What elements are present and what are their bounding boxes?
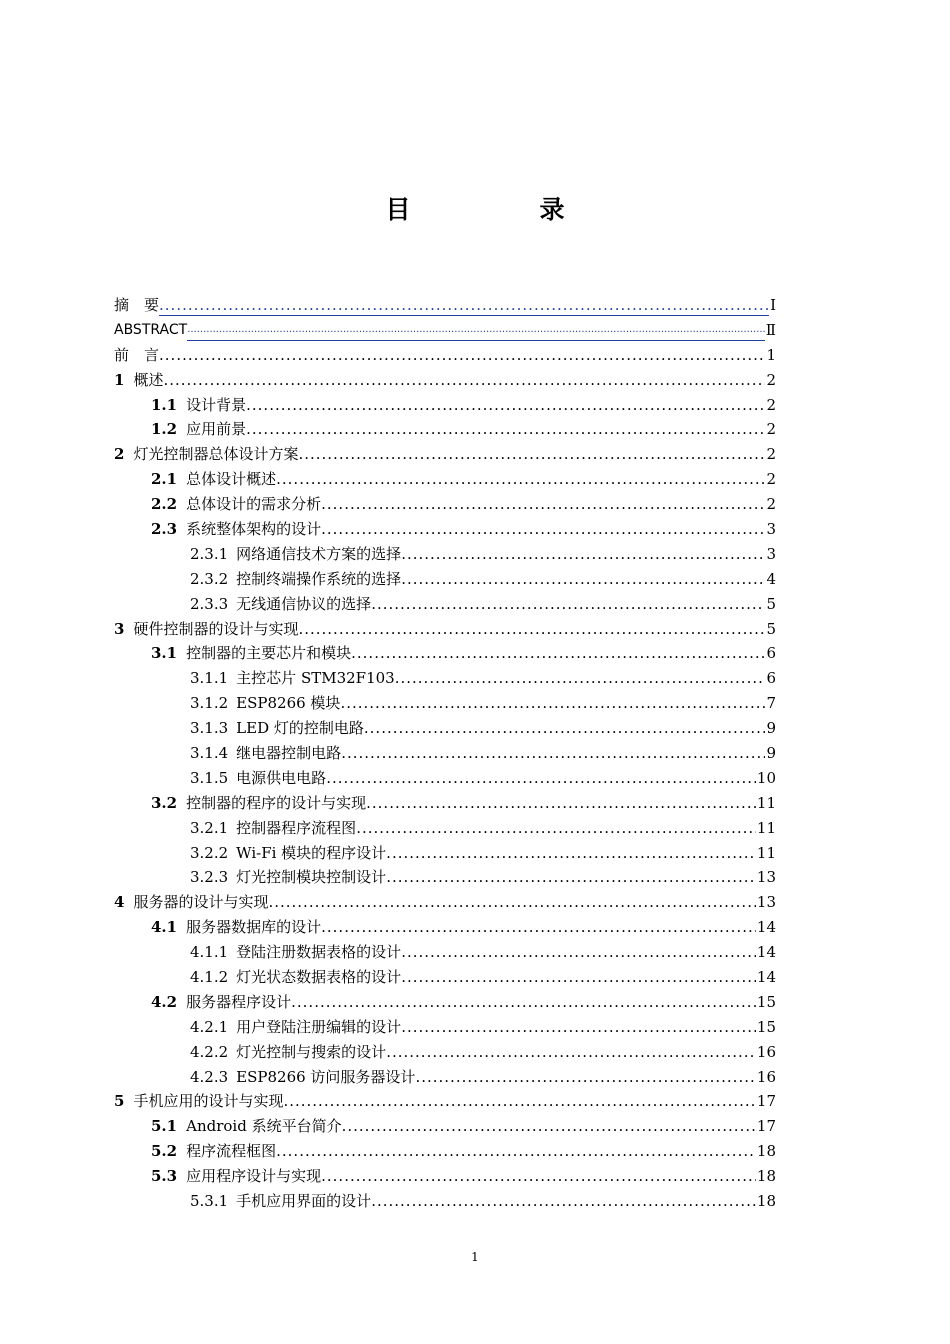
toc-entry-label: 继电器控制电路 — [236, 744, 342, 763]
dot-leader — [321, 517, 765, 542]
toc-entry-number: 2.2 — [151, 495, 178, 514]
dot-leader — [283, 1090, 755, 1115]
toc-entry-number: 2.1 — [151, 470, 178, 489]
toc-entry-section-5-1[interactable] — [114, 1114, 776, 1139]
toc-entry-subsection-2-3-3[interactable] — [114, 592, 776, 617]
toc-entry-section-4-2[interactable] — [114, 990, 776, 1015]
toc-entry-number: 4.2.3 — [190, 1067, 229, 1086]
dot-leader — [340, 691, 765, 716]
toc-entry-label: 控制器的程序的设计与实现 — [186, 793, 367, 812]
toc-entry-label: Wi-Fi 模块的程序设计 — [236, 843, 387, 862]
toc-entry-number: 5.1 — [151, 1117, 178, 1136]
toc-entry-abstract-en[interactable] — [114, 318, 776, 343]
toc-entry-page: 9 — [766, 744, 776, 763]
toc-entry-page: 5 — [766, 619, 776, 638]
toc-entry-number: 5.3.1 — [190, 1192, 229, 1211]
toc-entry-page: 15 — [756, 1017, 776, 1036]
toc-entry-page: 2 — [766, 445, 776, 464]
toc-entry-number: 3.2.1 — [190, 818, 229, 837]
toc-entry-page: 2 — [766, 420, 776, 439]
toc-entry-label: 控制器程序流程图 — [236, 818, 357, 837]
toc-entry-label: ESP8266 模块 — [236, 694, 341, 713]
toc-entry-preface[interactable] — [114, 343, 776, 368]
dot-leader — [401, 965, 756, 990]
toc-entry-number: 2.3 — [151, 520, 178, 538]
dot-leader — [159, 295, 769, 316]
dot-leader — [401, 940, 756, 965]
toc-entry-number: 3.2.3 — [190, 868, 229, 887]
toc-entry-label: 概述 — [133, 370, 164, 389]
toc-entry-label: ABSTRACT — [114, 321, 188, 338]
toc-entry-number: 3.1.4 — [190, 744, 229, 763]
dot-leader — [371, 592, 765, 617]
toc-entry-label: 服务器的设计与实现 — [133, 893, 269, 912]
toc-entry-subsection-3-1-4[interactable] — [114, 741, 776, 766]
toc-entry-subsection-4-2-1[interactable] — [114, 1015, 776, 1040]
dot-leader — [246, 393, 765, 418]
toc-entry-page: I — [770, 295, 776, 314]
toc-entry-page: 5 — [766, 594, 776, 613]
toc-entry-number: 3.1 — [151, 644, 178, 663]
dot-leader — [415, 1065, 755, 1090]
toc-entry-subsection-4-1-2[interactable] — [114, 965, 776, 990]
dot-leader — [268, 890, 755, 915]
toc-entry-page: 10 — [756, 768, 776, 787]
toc-entry-abstract-cn[interactable] — [114, 293, 776, 318]
toc-entry-label: 总体设计概述 — [186, 470, 277, 489]
dot-leader — [401, 1015, 756, 1040]
toc-entry-section-3-2[interactable] — [114, 791, 776, 816]
toc-entry-page: 18 — [756, 1192, 776, 1211]
dot-leader — [276, 1139, 756, 1164]
toc-entry-number: 2.3.1 — [190, 544, 229, 563]
toc-entry-number: 3.2 — [151, 793, 178, 812]
dot-leader — [321, 1164, 756, 1189]
toc-entry-number: 4.1 — [151, 918, 178, 937]
toc-entry-label: 手机应用界面的设计 — [236, 1192, 372, 1211]
toc-entry-subsection-2-3-2[interactable] — [114, 567, 776, 592]
toc-entry-label: 灯光控制模块控制设计 — [236, 868, 387, 887]
dot-leader — [187, 320, 765, 341]
toc-entry-page: 14 — [756, 918, 776, 937]
toc-entry-number: 3.1.5 — [190, 768, 229, 787]
toc-entry-page: 15 — [756, 992, 776, 1011]
toc-entry-subsection-3-2-3[interactable] — [114, 865, 776, 890]
toc-entry-label: 手机应用的设计与实现 — [133, 1092, 284, 1111]
toc-entry-subsection-4-2-3[interactable] — [114, 1065, 776, 1090]
toc-entry-section-2-1[interactable] — [114, 467, 776, 492]
toc-entry-number: 4.2.1 — [190, 1017, 229, 1036]
dot-leader — [386, 865, 756, 890]
toc-entry-number: 5.2 — [151, 1142, 178, 1161]
toc-entry-label: ESP8266 访问服务器设计 — [236, 1067, 416, 1086]
toc-entry-page: 3 — [766, 544, 776, 563]
dot-leader — [163, 368, 765, 393]
toc-entry-number: 2.3.2 — [190, 569, 229, 588]
toc-entry-label: 灯光控制与搜索的设计 — [236, 1042, 387, 1061]
dot-leader — [386, 1040, 756, 1065]
toc-entry-label: 电源供电电路 — [236, 768, 327, 787]
toc-entry-page: 18 — [756, 1142, 776, 1161]
toc-entry-label: 系统整体架构的设计 — [186, 520, 322, 538]
toc-entry-chapter-5[interactable] — [114, 1090, 776, 1115]
dot-leader — [386, 841, 756, 866]
toc-entry-section-5-2[interactable] — [114, 1139, 776, 1164]
toc-entry-number: 3.1.1 — [190, 669, 229, 688]
dot-leader — [291, 990, 756, 1015]
page-number: 1 — [471, 1250, 479, 1264]
toc-entry-page: 14 — [756, 943, 776, 962]
dot-leader — [341, 741, 765, 766]
toc-entry-section-3-1[interactable] — [114, 641, 776, 666]
toc-entry-label: LED 灯的控制电路 — [236, 719, 364, 738]
toc-entry-page: 18 — [756, 1167, 776, 1186]
toc-entry-page: 16 — [756, 1067, 776, 1086]
toc-entry-label: 总体设计的需求分析 — [186, 495, 322, 514]
dot-leader — [364, 716, 766, 741]
dot-leader — [371, 1189, 756, 1214]
dot-leader — [298, 442, 765, 467]
toc-entry-label: 主控芯片 STM32F103 — [236, 669, 395, 688]
toc-entry-page: 13 — [756, 893, 776, 912]
toc-entry-number: 4.1.2 — [190, 968, 229, 987]
toc-entry-number: 5.3 — [151, 1167, 178, 1186]
toc-entry-section-1-1[interactable] — [114, 393, 776, 418]
toc-entry-number: 4.2.2 — [190, 1042, 229, 1061]
toc-entry-number: 3.2.2 — [190, 843, 229, 862]
table-of-contents — [114, 293, 776, 1214]
toc-entry-page: 2 — [766, 495, 776, 514]
toc-entry-chapter-4[interactable] — [114, 890, 776, 915]
dot-leader — [401, 567, 765, 592]
toc-entry-page: 16 — [756, 1042, 776, 1061]
toc-entry-subsection-3-2-2[interactable] — [114, 841, 776, 866]
toc-entry-page: 3 — [766, 520, 776, 538]
toc-entry-page: 17 — [756, 1092, 776, 1111]
toc-entry-subsection-3-1-2[interactable] — [114, 691, 776, 716]
toc-entry-page: 6 — [766, 669, 776, 688]
toc-entry-number: 3.1.2 — [190, 694, 229, 713]
toc-entry-number: 1.1 — [151, 395, 178, 414]
toc-entry-page: 11 — [756, 818, 776, 837]
toc-entry-chapter-1[interactable] — [114, 368, 776, 393]
toc-entry-label: 用户登陆注册编辑的设计 — [236, 1017, 402, 1036]
toc-entry-label: 前 言 — [114, 345, 160, 364]
toc-entry-section-1-2[interactable] — [114, 417, 776, 442]
toc-entry-label: 设计背景 — [186, 395, 247, 414]
toc-entry-number: 2 — [114, 445, 125, 464]
dot-leader — [351, 641, 765, 666]
toc-entry-label: 灯光状态数据表格的设计 — [236, 968, 402, 987]
toc-entry-section-5-3[interactable] — [114, 1164, 776, 1189]
toc-entry-page: 1 — [766, 345, 776, 364]
dot-leader — [342, 1114, 756, 1139]
toc-entry-page: 11 — [756, 793, 776, 812]
toc-entry-page: 2 — [766, 370, 776, 389]
toc-entry-subsection-3-2-1[interactable] — [114, 816, 776, 841]
toc-entry-label: 网络通信技术方案的选择 — [236, 544, 402, 563]
toc-entry-page: 7 — [766, 694, 776, 713]
toc-entry-page: 6 — [766, 644, 776, 663]
toc-entry-section-4-1[interactable] — [114, 915, 776, 940]
toc-entry-label: 应用程序设计与实现 — [186, 1167, 322, 1186]
toc-entry-page: 2 — [766, 470, 776, 489]
toc-entry-subsection-4-2-2[interactable] — [114, 1040, 776, 1065]
dot-leader — [246, 417, 765, 442]
toc-entry-page: 17 — [756, 1117, 776, 1136]
dot-leader — [401, 542, 765, 567]
toc-entry-label: 摘 要 — [114, 295, 160, 314]
toc-entry-label: 控制终端操作系统的选择 — [236, 569, 402, 588]
dot-leader — [326, 766, 756, 791]
toc-entry-subsection-3-1-3[interactable] — [114, 716, 776, 741]
toc-entry-page: 14 — [756, 968, 776, 987]
toc-entry-label: 灯光控制器总体设计方案 — [133, 445, 299, 464]
toc-entry-number: 4.2 — [151, 992, 178, 1011]
toc-entry-label: Android 系统平台简介 — [186, 1117, 342, 1136]
dot-leader — [298, 617, 765, 642]
toc-entry-number: 1.2 — [151, 420, 178, 439]
toc-entry-section-2-2[interactable] — [114, 492, 776, 517]
toc-entry-subsection-2-3-1[interactable] — [114, 542, 776, 567]
toc-entry-page: Ⅱ — [765, 320, 776, 339]
toc-entry-label: 无线通信协议的选择 — [236, 594, 372, 613]
toc-entry-number: 4 — [114, 893, 125, 912]
toc-entry-section-2-3[interactable] — [114, 517, 776, 542]
toc-entry-number: 3.1.3 — [190, 719, 229, 738]
toc-entry-number: 3 — [114, 619, 125, 638]
toc-entry-subsection-5-3-1[interactable] — [114, 1189, 776, 1214]
dot-leader — [276, 467, 765, 492]
page-title: 目 录 — [385, 195, 617, 224]
toc-entry-number: 5 — [114, 1092, 125, 1111]
toc-entry-label: 服务器数据库的设计 — [186, 918, 322, 937]
toc-entry-page: 4 — [766, 569, 776, 588]
toc-entry-number: 4.1.1 — [190, 943, 229, 962]
toc-entry-label: 应用前景 — [186, 420, 247, 439]
toc-entry-subsection-3-1-1[interactable] — [114, 666, 776, 691]
toc-entry-label: 硬件控制器的设计与实现 — [133, 619, 299, 638]
toc-entry-label: 程序流程框图 — [186, 1142, 277, 1161]
toc-entry-subsection-4-1-1[interactable] — [114, 940, 776, 965]
dot-leader — [395, 666, 766, 691]
toc-entry-label: 登陆注册数据表格的设计 — [236, 943, 402, 962]
dot-leader — [356, 816, 756, 841]
toc-entry-label: 控制器的主要芯片和模块 — [186, 644, 352, 663]
dot-leader — [159, 343, 765, 368]
toc-entry-label: 服务器程序设计 — [186, 992, 292, 1011]
dot-leader — [321, 915, 756, 940]
toc-entry-page: 9 — [766, 719, 776, 738]
toc-entry-chapter-3[interactable] — [114, 617, 776, 642]
dot-leader — [321, 492, 765, 517]
toc-entry-number: 2.3.3 — [190, 594, 229, 613]
toc-entry-chapter-2[interactable] — [114, 442, 776, 467]
dot-leader — [366, 791, 756, 816]
toc-entry-page: 11 — [756, 843, 776, 862]
toc-entry-page: 13 — [756, 868, 776, 887]
toc-entry-subsection-3-1-5[interactable] — [114, 766, 776, 791]
toc-entry-number: 1 — [114, 370, 125, 389]
toc-entry-page: 2 — [766, 395, 776, 414]
